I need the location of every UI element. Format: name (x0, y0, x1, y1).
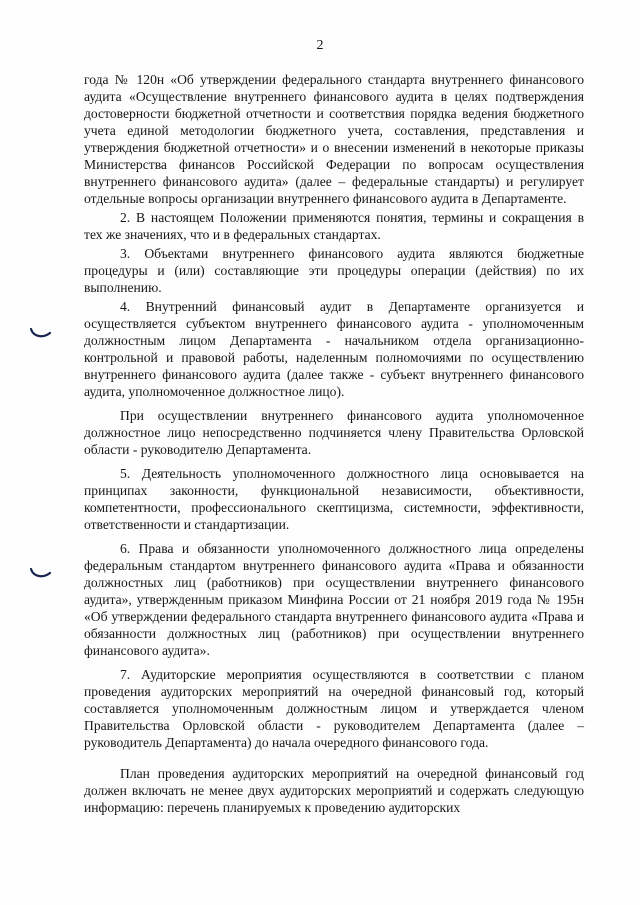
margin-check-mark (30, 327, 52, 339)
paragraph-continuation: года № 120н «Об утверждении федерального стандарта внутреннего финансового аудита «Осуществление внутреннего финансового аудита в целях подтверждения достоверности бюджетной отчетности и соответствия порядка ведения бюджетного учета единой методологии бюджетного учета, составления, представления и утверждения бюджетной отчетности» и о внесении изменений в некоторые приказы Министерства финансов Российской Федерации по вопросам осуществления внутреннего финансового аудита» (далее – федеральные стандарты) и регулирует отдельные вопросы организации внутреннего финансового аудита в Департаменте. (84, 72, 584, 206)
paragraph-7: 7. Аудиторские мероприятия осуществляются в соответствии с планом проведения аудиторских мероприятий на очередной финансовый год, который составляется уполномоченным должностным лицом и утверждается членом Правительства Орловской области - руководителем Департамента (далее – руководитель Департамента) до начала очередного финансового года. (84, 667, 584, 750)
paragraph-3: 3. Объектами внутреннего финансового аудита являются бюджетные процедуры и (или) составляющие эти процедуры операции (действия) по их выполнению. (84, 246, 584, 295)
paragraph-4: 4. Внутренний финансовый аудит в Департаменте организуется и осуществляется субъектом внутреннего финансового аудита - уполномоченным должностным лицом Департамента - начальником отдела организационно-контрольной и правовой работы, наделенным полномочиями по осуществлению внутреннего финансового аудита (далее также - субъект внутреннего финансового аудита, уполномоченное должностное лицо). (84, 299, 584, 399)
paragraph-2: 2. В настоящем Положении применяются понятия, термины и сокращения в тех же значениях, что и в федеральных стандартах. (84, 210, 584, 242)
margin-check-mark (30, 567, 52, 579)
document-text (84, 71, 584, 818)
page-number: 2 (316, 38, 324, 53)
paragraph-6: 6. Права и обязанности уполномоченного должностного лица определены федеральным стандартом внутреннего финансового аудита «Права и обязанности должностных лиц (работников) при осуществлении внутреннего финансового аудита», утвержденным приказом Минфина России от 21 ноября 2019 года № 195н «Об утверждении федерального стандарта внутреннего финансового аудита «Права и обязанности должностных лиц (работников) при осуществлении внутреннего финансового аудита». (84, 541, 584, 658)
paragraph-7-plan-contents: План проведения аудиторских мероприятий на очередной финансовый год должен включать не менее двух аудиторских мероприятий и содержать следующую информацию: перечень планируемых к проведению аудиторских (84, 766, 584, 815)
paragraph-4-subordination: При осуществлении внутреннего финансового аудита уполномоченное должностное лицо непосредственно подчиняется члену Правительства Орловской области - руководителю Департамента. (84, 408, 584, 457)
paragraph-5: 5. Деятельность уполномоченного должностного лица основывается на принципах законности, функциональной независимости, объективности, компетентности, профессионального скептицизма, системности, эффективности, ответственности и стандартизации. (84, 466, 584, 532)
